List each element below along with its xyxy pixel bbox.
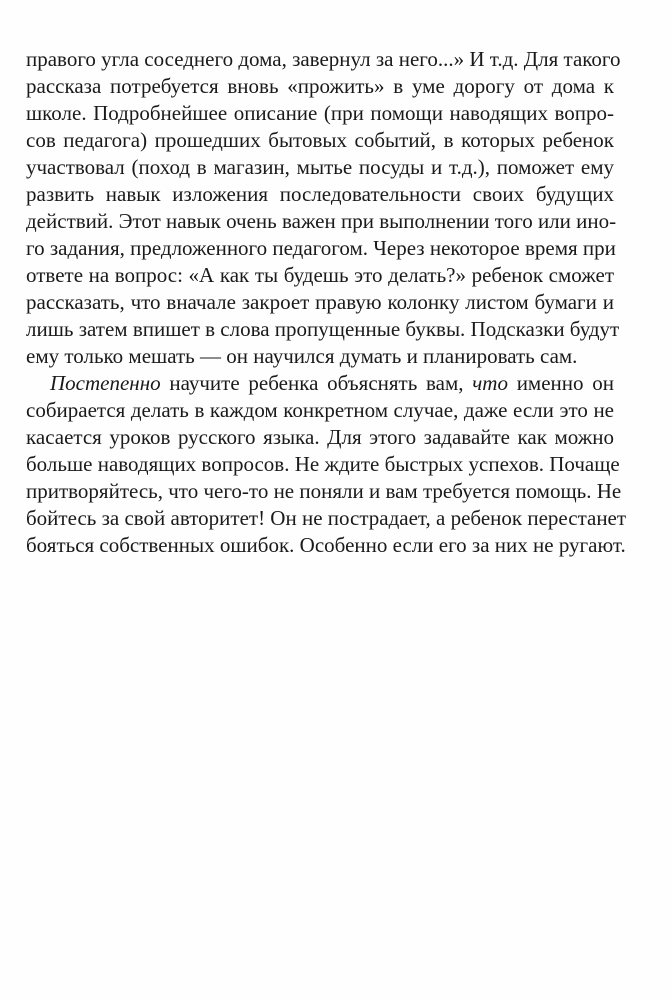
text-line: лишь затем впишет в слова пропущенные буквы. Подсказки будут (26, 317, 620, 341)
text-line: больше наводящих вопросов. Не ждите быстрых успехов. Почаще (26, 452, 620, 476)
text-line: ему только мешать — он научился думать и планировать сам. (26, 344, 578, 368)
text-line-first (50, 370, 614, 396)
emphasis-italic: Постепенно (50, 371, 161, 395)
text-line: притворяйтесь, что чего-то не поняли и вам требуется помощь. Не (26, 479, 622, 503)
text-line: касается уроков русского языка. Для этого задавайте как можно (26, 425, 614, 449)
text-line: го задания, предложенного педагогом. Через некоторое время при (26, 236, 616, 260)
text-line: ответе на вопрос: «А как ты будешь это делать?» ребенок сможет (26, 263, 614, 287)
text-line: участвовал (поход в магазин, мытье посуды и т.д.), поможет ему (26, 155, 614, 179)
text-line: рассказа потребуется вновь «прожить» в уме дорогу от дома к (26, 74, 614, 98)
text-line: бояться собственных ошибок. Особенно если его за них не ругают. (26, 533, 626, 557)
text-line: собирается делать в каждом конкретном случае, даже если это не (26, 398, 614, 422)
text-fragment: научите ребенка объяснять вам, (160, 371, 473, 395)
text-line: сов педагога) прошедших бытовых событий, в которых ребенок (26, 128, 614, 152)
text-line: школе. Подробнейшее описание (при помощи наводящих вопро- (26, 101, 614, 125)
text-line: рассказать, что вначале закроет правую колонку листом бумаги и (26, 290, 614, 314)
text-line: действий. Этот навык очень важен при выполнении того или ино- (26, 209, 617, 233)
text-fragment: именно он (507, 371, 614, 395)
text-line: правого угла соседнего дома, завернул за него...» И т.д. Для такого (26, 47, 621, 71)
text-line: развить навык изложения последовательности своих будущих (26, 182, 614, 206)
text-line: бойтесь за свой авторитет! Он не пострадает, а ребенок перестанет (26, 506, 627, 530)
emphasis-italic: что (472, 371, 508, 395)
